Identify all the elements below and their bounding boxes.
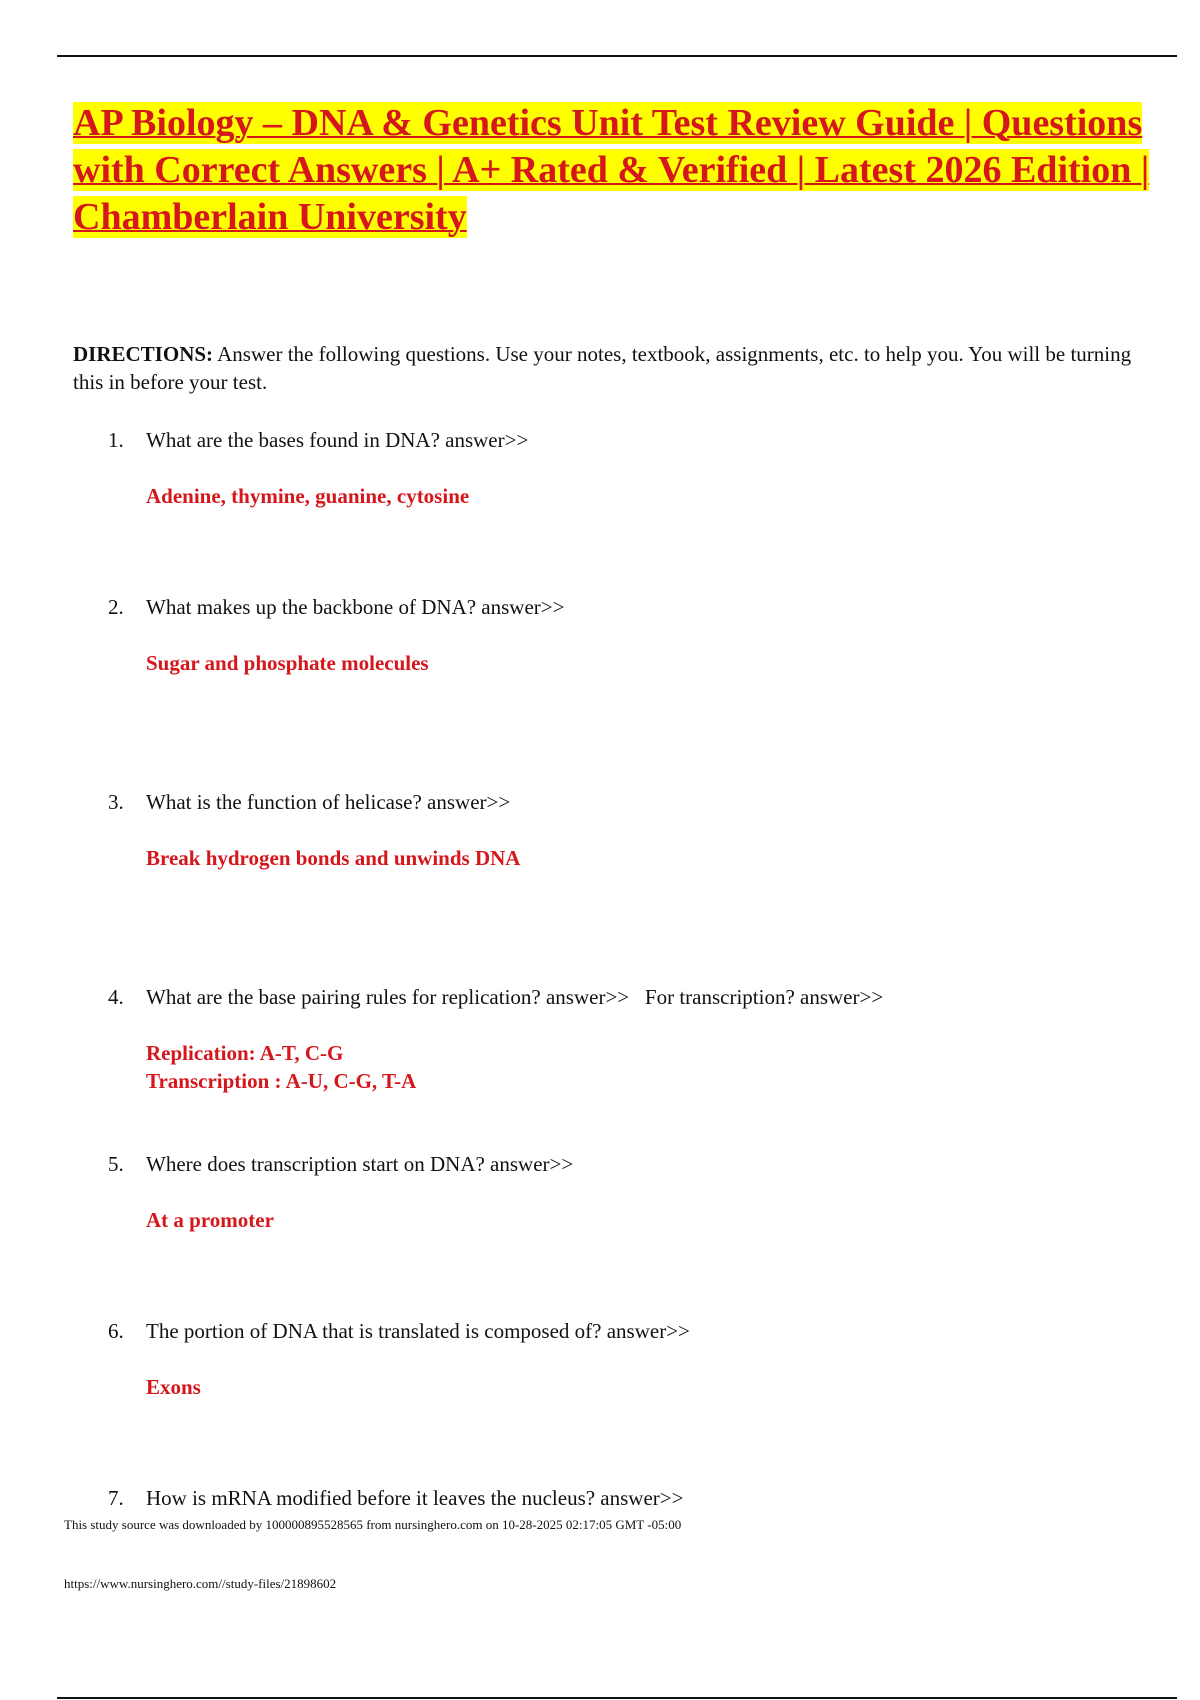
top-rule — [57, 55, 1177, 57]
question-number: 6. — [108, 1319, 124, 1343]
question-number: 3. — [108, 790, 124, 814]
question-7 — [108, 1484, 683, 1512]
question-number: 1. — [108, 428, 124, 452]
answer-5: At a promoter — [146, 1208, 274, 1232]
question-number: 5. — [108, 1152, 124, 1176]
question-number: 4. — [108, 985, 124, 1009]
answer-6: Exons — [146, 1375, 201, 1399]
directions-label: DIRECTIONS: — [73, 342, 214, 366]
source-url[interactable]: https://www.nursinghero.com//study-files/21898602 — [64, 1576, 337, 1591]
question-6 — [108, 1317, 690, 1345]
question-text: What is the function of helicase? answer>> — [146, 790, 511, 814]
question-1 — [108, 426, 528, 454]
question-text: What are the bases found in DNA? answer>> — [146, 428, 529, 452]
download-notice: This study source was downloaded by 100000895528565 from nursinghero.com on 10-28-2025 02:17:05 GMT -05:00 — [64, 1517, 682, 1532]
answer-1: Adenine, thymine, guanine, cytosine — [146, 484, 470, 508]
question-3 — [108, 788, 510, 816]
bottom-rule — [57, 1697, 1177, 1699]
question-5 — [108, 1150, 573, 1178]
question-2 — [108, 593, 564, 621]
answer-4-replication: Replication: A-T, C-G — [146, 1041, 344, 1065]
answer-2: Sugar and phosphate molecules — [146, 651, 429, 675]
document-title — [73, 100, 1173, 241]
directions — [73, 340, 1163, 396]
question-number: 2. — [108, 595, 124, 619]
question-text: Where does transcription start on DNA? answer>> — [146, 1152, 574, 1176]
question-text: What makes up the backbone of DNA? answer>> — [146, 595, 565, 619]
question-text: The portion of DNA that is translated is composed of? answer>> — [146, 1319, 690, 1343]
question-text: How is mRNA modified before it leaves the nucleus? answer>> — [146, 1486, 684, 1510]
answer-3: Break hydrogen bonds and unwinds DNA — [146, 846, 521, 870]
title-text: AP Biology – DNA & Genetics Unit Test Review Guide | Questions with Correct Answers | A+ Rated & Verified | Latest 2026 Edition | Chamberlain University — [73, 102, 1150, 238]
directions-text: Answer the following questions. Use your notes, textbook, assignments, etc. to help you. You will be turning this in before your test. — [73, 342, 1132, 394]
question-4 — [108, 983, 883, 1011]
question-number: 7. — [108, 1486, 124, 1510]
question-text: What are the base pairing rules for replication? answer>> For transcription? answer>> — [146, 985, 884, 1009]
answer-4-transcription: Transcription : A-U, C-G, T-A — [146, 1069, 417, 1093]
